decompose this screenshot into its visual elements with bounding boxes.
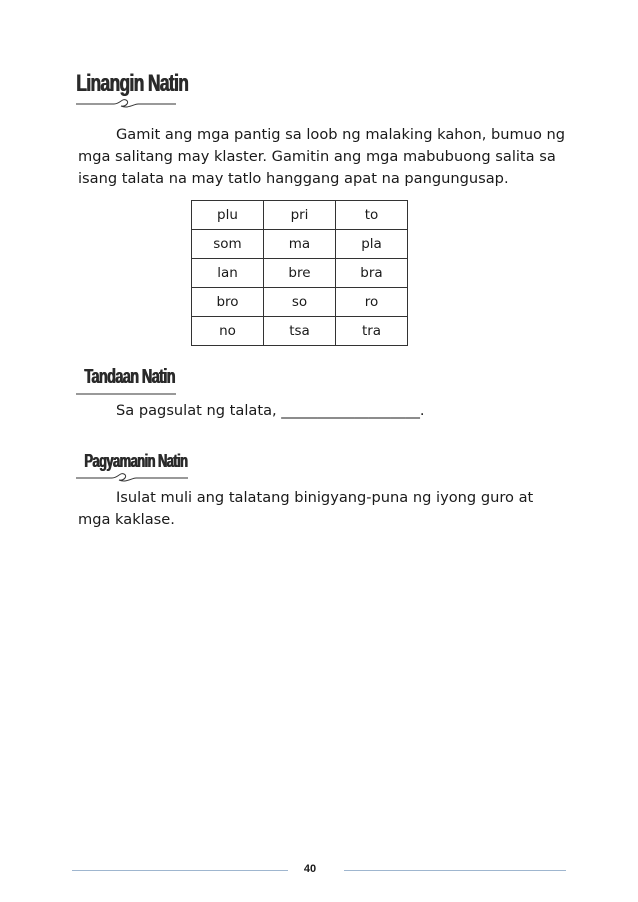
table-cell: ma <box>264 230 336 259</box>
heading-swash-underline <box>76 470 188 484</box>
section-heading-tandaan: Tandaan Natin <box>84 366 175 388</box>
table-cell: tsa <box>264 317 336 346</box>
table-cell: pri <box>264 201 336 230</box>
heading-swash-underline <box>76 96 176 110</box>
heading-swash-underline <box>76 386 176 400</box>
syllable-table <box>191 200 408 346</box>
table-cell: bre <box>264 259 336 288</box>
table-cell: tra <box>336 317 408 346</box>
instruction-paragraph: Gamit ang mga pantig sa loob ng malaking kahon, bumuo ng mga salitang may klaster. Gamitin ang mga mabubuong salita sa isang talata na may tatlo hanggang apat na pangungusap. <box>78 126 566 187</box>
tandaan-sentence: Sa pagsulat ng talata, ___________________. <box>116 402 425 419</box>
page-number: 40 <box>303 863 317 875</box>
table-cell: som <box>192 230 264 259</box>
section-heading-linangin: Linangin Natin <box>76 70 188 97</box>
table-cell: so <box>264 288 336 317</box>
table-row <box>192 259 408 288</box>
table-row <box>192 317 408 346</box>
table-cell: ro <box>336 288 408 317</box>
pagyamanin-instruction: Isulat muli ang talatang binigyang-puna ng iyong guro at mga kaklase. <box>78 489 534 528</box>
footer-rule-left <box>72 870 288 871</box>
table-row <box>192 230 408 259</box>
footer-rule-right <box>344 870 566 871</box>
table-cell: bra <box>336 259 408 288</box>
table-cell: plu <box>192 201 264 230</box>
table-cell: pla <box>336 230 408 259</box>
table-row <box>192 288 408 317</box>
table-cell: no <box>192 317 264 346</box>
table-row <box>192 201 408 230</box>
table-cell: to <box>336 201 408 230</box>
section-heading-pagyamanin: Pagyamanin Natin <box>84 451 188 471</box>
table-cell: lan <box>192 259 264 288</box>
table-cell: bro <box>192 288 264 317</box>
